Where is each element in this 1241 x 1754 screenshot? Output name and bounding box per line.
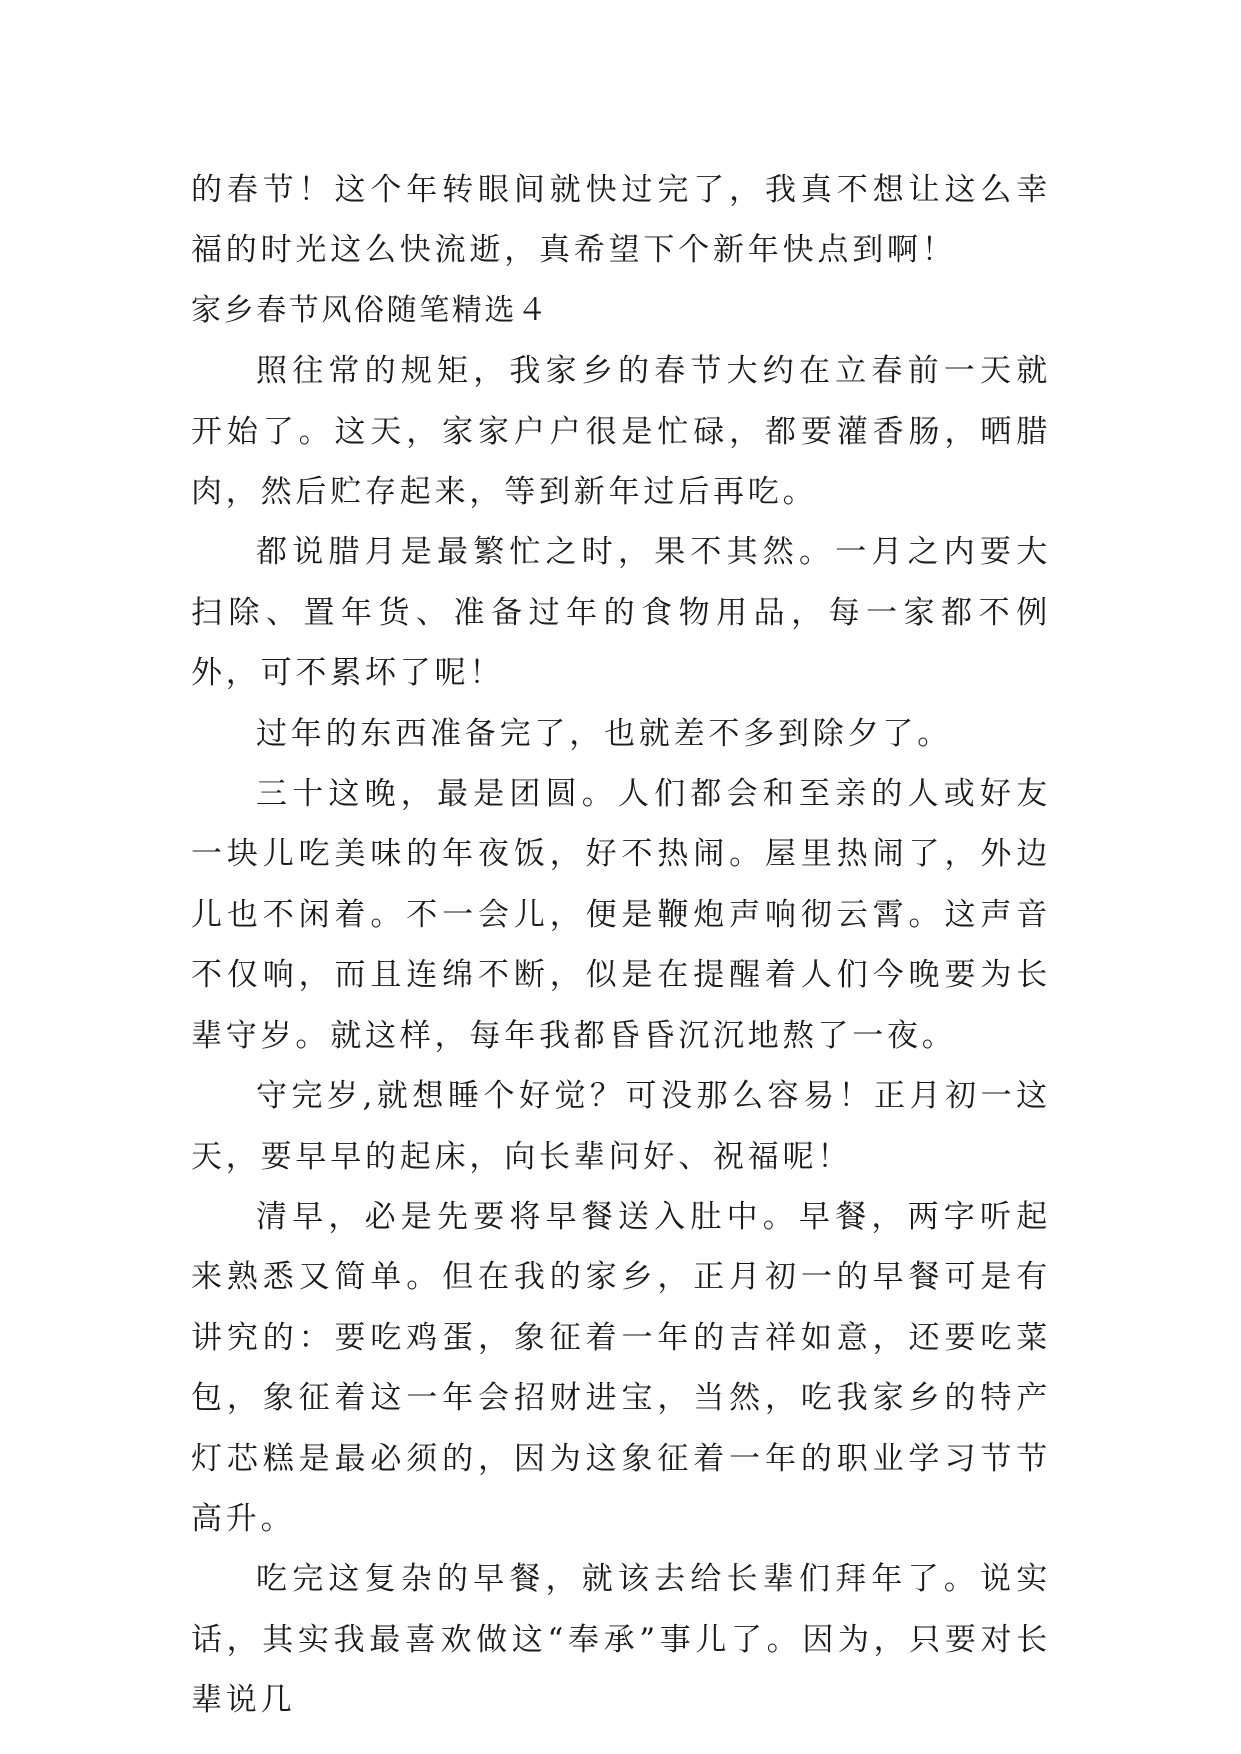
section-heading: 家乡春节风俗随笔精选４ xyxy=(191,292,550,328)
paragraph: 清早，必是先要将早餐送入肚中。早餐，两字听起来熟悉又简单。但在我的家乡，正月初一的早餐可是有讲究的：要吃鸡蛋，象征着一年的吉祥如意，还要吃菜包，象征着这一年会招财进宝，当然，吃我家乡的特产灯芯糕是最必须的，因为这象征着一年的职业学习节节高升。 xyxy=(191,1198,1051,1537)
paragraph: 三十这晚，最是团圆。人们都会和至亲的人或好友一块儿吃美味的年夜饭，好不热闹。屋里热闹了，外边儿也不闲着。不一会儿，便是鞭炮声响彻云霄。这声音不仅响，而且连绵不断，似是在提醒着人们今晚要为长辈守岁。就这样，每年我都昏昏沉沉地熬了一夜。 xyxy=(191,776,1051,1054)
continuation-paragraph: 的春节！这个年转眼间就快过完了，我真不想让这么幸福的时光这么快流逝，真希望下个新年快点到啊！ xyxy=(191,172,1051,269)
paragraph: 照往常的规矩，我家乡的春节大约在立春前一天就开始了。这天，家家户户很是忙碌，都要灌香肠，晒腊肉，然后贮存起来，等到新年过后再吃。 xyxy=(191,353,1051,511)
paragraph: 过年的东西准备完了，也就差不多到除夕了。 xyxy=(256,715,952,752)
paragraph: 都说腊月是最繁忙之时，果不其然。一月之内要大扫除、置年货、准备过年的食物用品，每一家都不例外，可不累坏了呢！ xyxy=(191,534,1051,692)
paragraph: 吃完这复杂的早餐，就该去给长辈们拜年了。说实话，其实我最喜欢做这“奉承”事儿了。因为，只要对长辈说几 xyxy=(191,1561,1051,1719)
paragraph: 守完岁,就想睡个好觉？可没那么容易！正月初一这天，要早早的起床，向长辈问好、祝福呢！ xyxy=(191,1078,1051,1175)
document-body xyxy=(191,160,1051,1731)
